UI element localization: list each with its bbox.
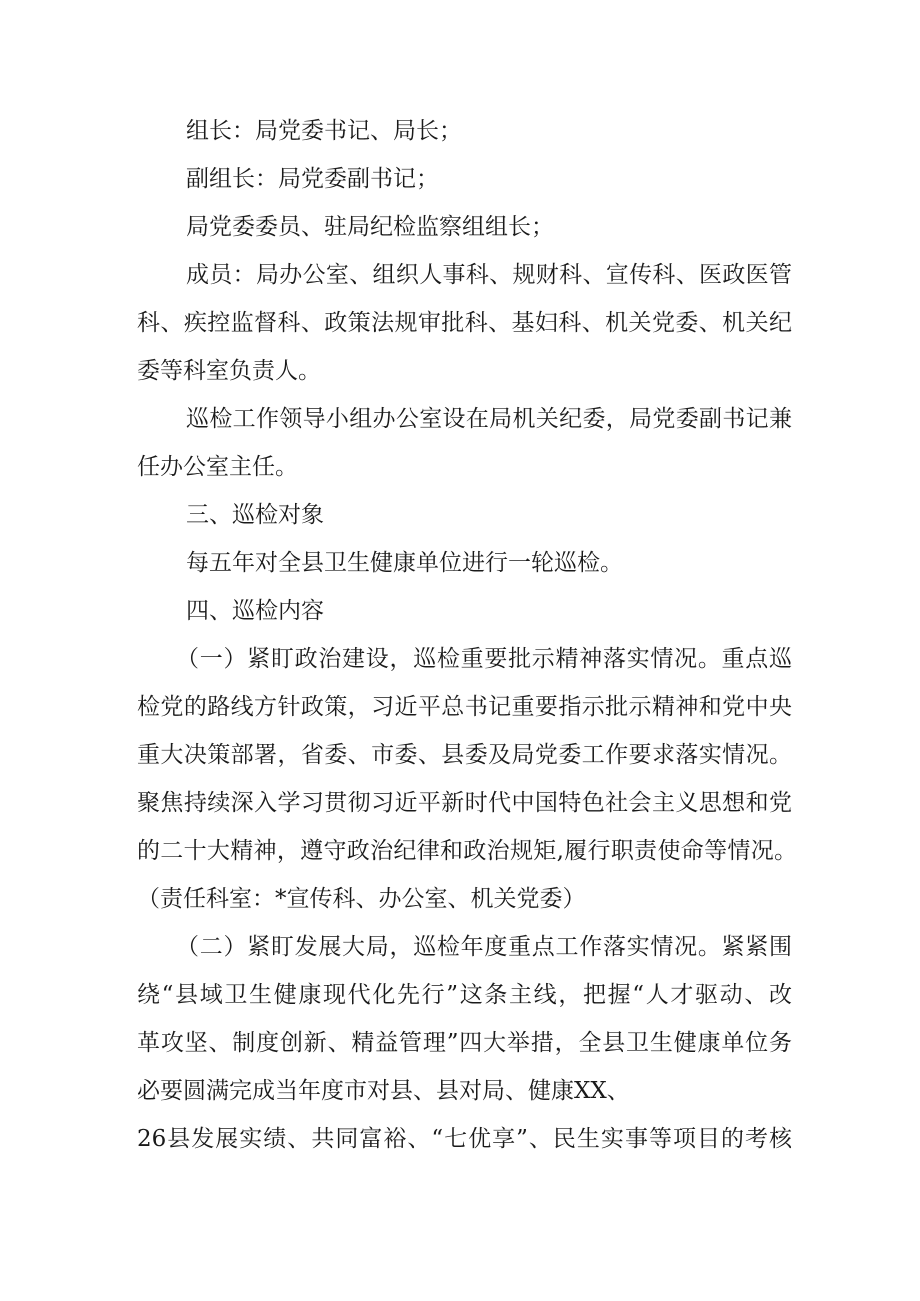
text-line: 成员：局办公室、组织人事科、规财科、宣传科、医政医管 — [186, 262, 792, 288]
text-line: 副组长：局党委副书记； — [186, 166, 439, 192]
text-line: 巡检工作领导小组办公室设在局机关纪委，局党委副书记兼 — [186, 406, 792, 432]
text-line: 组长：局党委书记、局长； — [186, 118, 462, 144]
text-line: 每五年对全县卫生健康单位进行一轮巡检。 — [186, 550, 623, 576]
text-line: 任办公室主任。 — [137, 454, 298, 480]
text-line: 科、疾控监督科、政策法规审批科、基妇科、机关党委、机关纪 — [137, 310, 792, 336]
text-line: 26县发展实绩、共同富裕、“七优享”、民生实事等项目的考核 — [137, 1126, 792, 1152]
text-line: 检党的路线方针政策，习近平总书记重要指示批示精神和党中央 — [137, 694, 792, 720]
text-line: （责任科室：*宣传科、办公室、机关党委） — [137, 886, 586, 912]
text-line: 革攻坚、制度创新、精益管理”四大举措，全县卫生健康单位务 — [137, 1030, 792, 1056]
text-line: 绕“县域卫生健康现代化先行”这条主线，把握“人才驱动、改 — [137, 982, 792, 1008]
text-line: 的二十大精神，遵守政治纪律和政治规矩,履行职责使命等情况。 — [137, 838, 797, 864]
text-line: 委等科室负责人。 — [137, 358, 321, 384]
text-line: 聚焦持续深入学习贯彻习近平新时代中国特色社会主义思想和党 — [137, 790, 792, 816]
section-heading: 三、巡检对象 — [186, 502, 324, 528]
text-line: 必要圆满完成当年度市对县、县对局、健康XX、 — [137, 1078, 630, 1104]
text-line: 局党委委员、驻局纪检监察组组长； — [186, 214, 554, 240]
text-line: 重大决策部署，省委、市委、县委及局党委工作要求落实情况。 — [137, 742, 792, 768]
text-line: （一）紧盯政治建设，巡检重要批示精神落实情况。重点巡 — [176, 646, 792, 672]
text-line: （二）紧盯发展大局，巡检年度重点工作落实情况。紧紧围 — [176, 934, 792, 960]
section-heading: 四、巡检内容 — [186, 598, 324, 624]
